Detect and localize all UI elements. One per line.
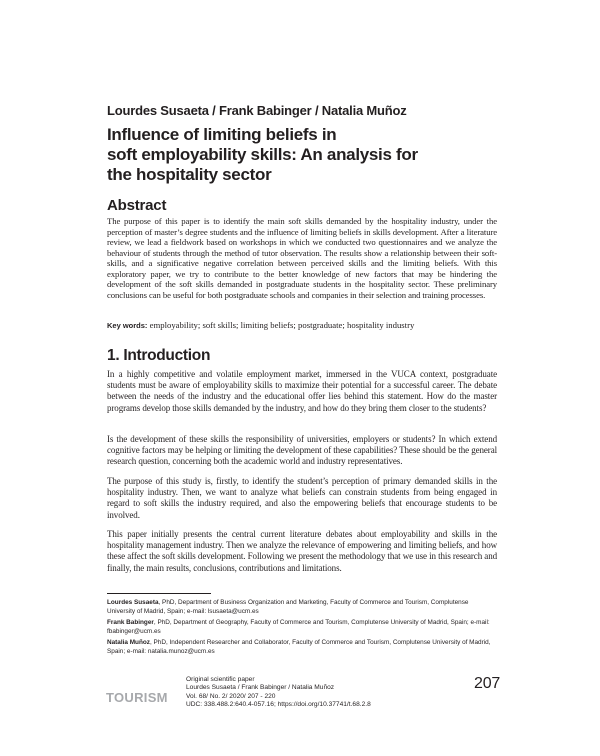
intro-paragraph: The purpose of this study is, firstly, to identify the student’s perception of primary demanded skills in the hospitality industry. Then, we want to analyze what beliefs can constrain students from being engaged in regard to soft skills the industry required, and also the empowering beliefs that encourage students to be involved.: [107, 476, 497, 520]
abstract-heading: Abstract: [107, 197, 167, 214]
footnote-affiliation: , PhD, Department of Business Organization and Marketing, Faculty of Commerce and Tourism, Complutense University of Madrid, Spain; e-mail: lsusaeta@ucm.es: [107, 599, 469, 615]
footnote-author-name: Natalia Muñoz: [107, 639, 150, 646]
footnote-affiliation: , PhD, Independent Researcher and Collaborator, Faculty of Commerce and Tourism, Complutense University of Madrid, Spain; e-mail: natalia.munoz@ucm.es: [107, 639, 491, 655]
title-line: soft employability skills: An analysis for: [107, 145, 418, 164]
author-footnote: [107, 599, 497, 616]
footnote-author-name: Frank Babinger: [107, 619, 154, 626]
footnote-author-name: Lourdes Susaeta: [107, 599, 159, 606]
author-line: Lourdes Susaeta / Frank Babinger / Natalia Muñoz: [107, 103, 407, 118]
footnote-affiliation: , PhD, Department of Geography, Faculty of Commerce and Tourism, Complutense University of Madrid, Spain; e-mail: fbabinger@ucm.es: [107, 619, 490, 635]
footnote-divider: [107, 593, 211, 594]
article-title: [107, 125, 507, 185]
keywords-line: [107, 320, 497, 332]
author-footnote: [107, 639, 497, 656]
paper-type: Original scientific paper: [186, 676, 255, 683]
footer-authors: Lourdes Susaeta / Frank Babinger / Natalia Muñoz: [186, 684, 335, 692]
publication-info: [186, 676, 371, 710]
intro-paragraph: In a highly competitive and volatile employment market, immersed in the VUCA context, postgraduate students must be aware of employability skills to maximize their potential for a successful career. The debate between the needs of the industry and the educational offer lies behind this statement. How do the master programs develop those skills demanded by the industry, and how do they bring them closer to the students?: [107, 369, 497, 413]
title-line: Influence of limiting beliefs in: [107, 125, 337, 144]
title-line: the hospitality sector: [107, 165, 272, 184]
keywords-text: employability; soft skills; limiting beliefs; postgraduate; hospitality industry: [149, 320, 415, 330]
intro-paragraph: This paper initially presents the central current literature debates about employability and skills in the hospitality management industry. Then we analyze the relevance of empowering and limiting beliefs, and how these affect the soft skills development. Following we present the methodology that we use in this research and finally, the main results, conclusions, contributions and limitations.: [107, 529, 497, 573]
keywords-label: Key words:: [107, 321, 148, 330]
page-number: 207: [474, 675, 501, 692]
intro-paragraph: Is the development of these skills the responsibility of universities, employers or students? In which extend cognitive factors may be helping or limiting the development of these capabilities? These should be the general research question, concerning both the academic world and industry representatives.: [107, 434, 497, 467]
introduction-heading: 1. Introduction: [107, 347, 211, 364]
journal-logo: TOURISM: [106, 690, 168, 705]
abstract-text: The purpose of this paper is to identify the main soft skills demanded by the hospitality industry, under the perception of master’s degree students and the influence of limiting beliefs in skills development. After a literature review, we lead a fieldwork based on workshops in which we conducted two questionnaires and we analyze the behaviour of students through the method of tutor observation. The results show a relationship between their soft-skills, and a significative negative correlation between perceived skills and the limiting beliefs. With this exploratory paper, we try to contribute to the better knowledge of new factors that may be hindering the development of the soft skills demanded in postgraduate students in the hospitality sector. These preliminary conclusions can be useful for both postgraduate schools and companies in their selection and training processes.: [107, 216, 497, 300]
author-footnote: [107, 619, 497, 636]
udc-doi: UDC: 338.488.2:640.4-057.16; https://doi.org/10.37741/t.68.2.8: [186, 701, 371, 709]
volume-info: Vol. 68/ No. 2/ 2020/ 207 - 220: [186, 692, 276, 700]
